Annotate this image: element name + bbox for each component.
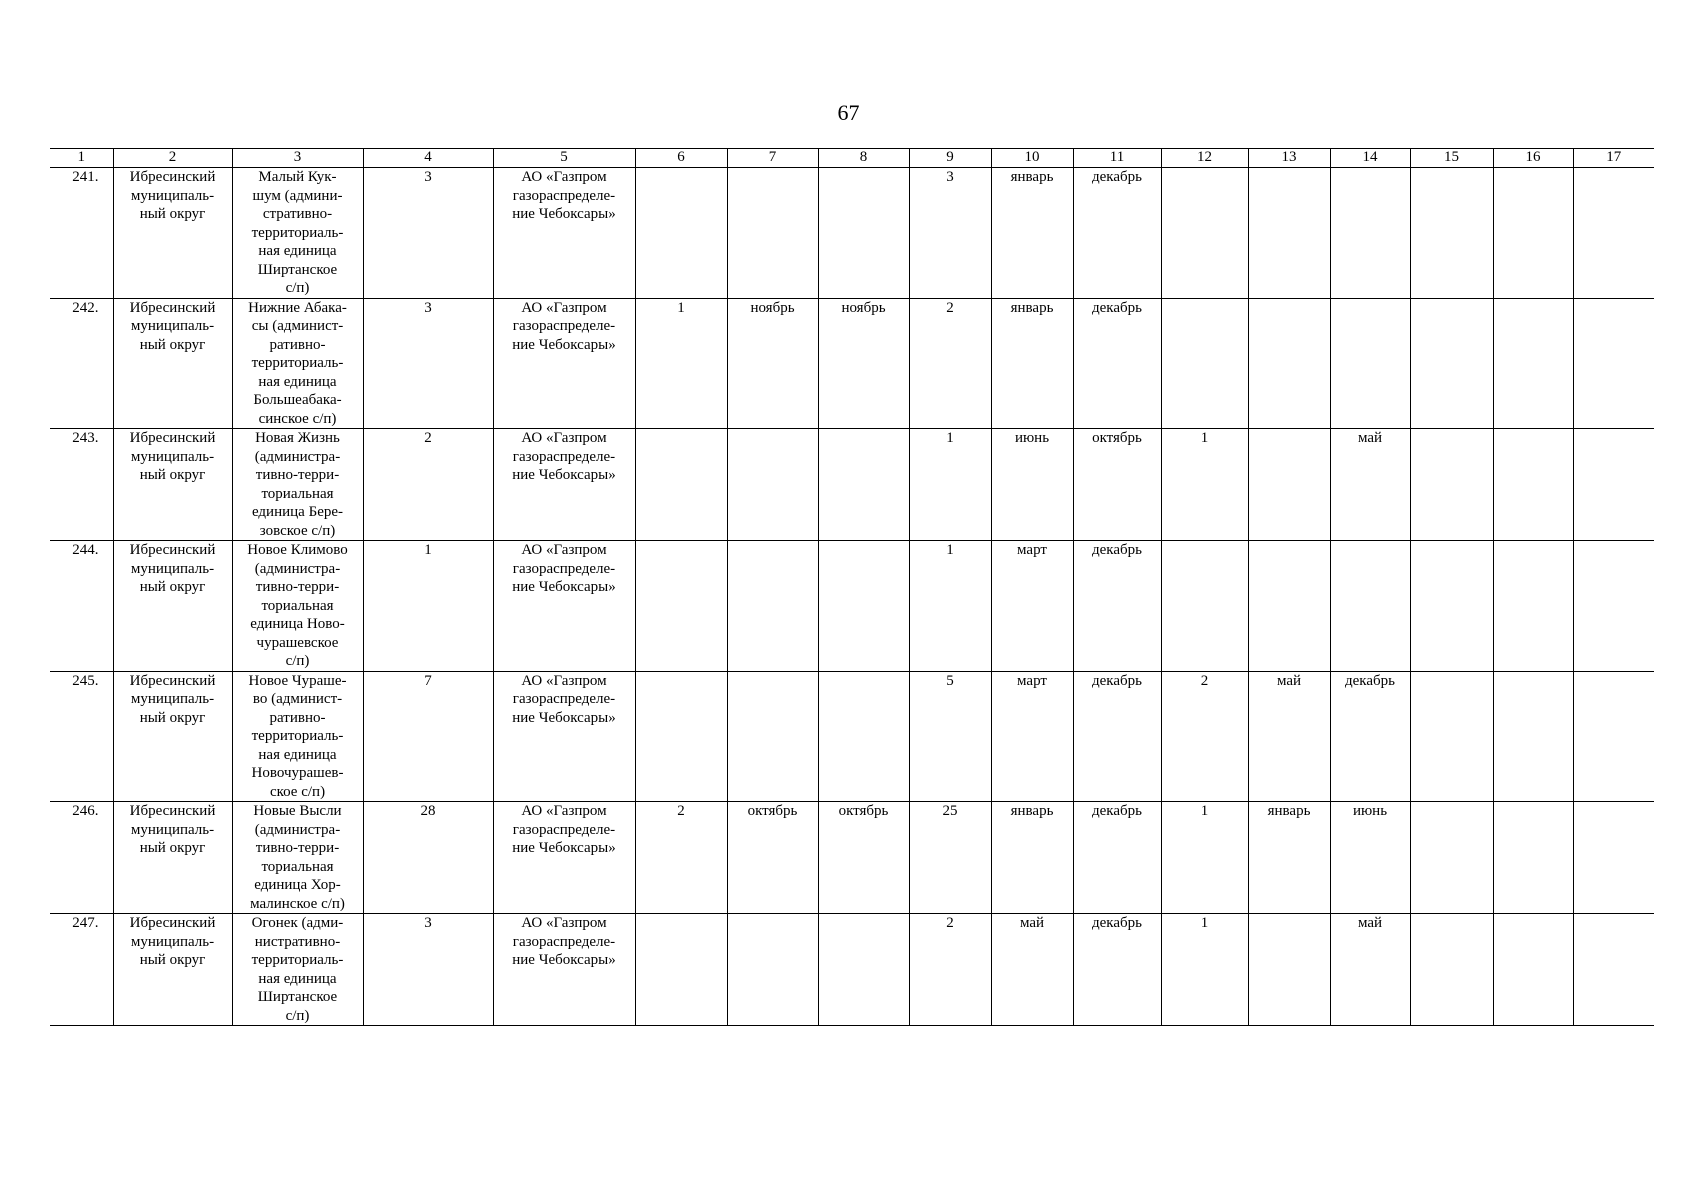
cell-col-14: май: [1330, 429, 1410, 541]
cell-col-4: 3: [363, 914, 493, 1026]
cell-col-15: [1410, 168, 1493, 299]
column-header-12: 12: [1161, 149, 1248, 168]
cell-col-4: 28: [363, 802, 493, 914]
cell-col-1: 247.: [50, 914, 113, 1026]
cell-col-16: [1493, 802, 1573, 914]
cell-col-2: Ибресинский муниципаль- ный округ: [113, 802, 232, 914]
cell-col-12: [1161, 168, 1248, 299]
column-header-14: 14: [1330, 149, 1410, 168]
cell-col-6: 2: [635, 802, 727, 914]
cell-col-16: [1493, 298, 1573, 429]
cell-col-5: АО «Газпром газораспределе- ние Чебоксары»: [493, 914, 635, 1026]
cell-col-5: АО «Газпром газораспределе- ние Чебоксары»: [493, 671, 635, 802]
cell-col-6: [635, 671, 727, 802]
cell-col-11: декабрь: [1073, 671, 1161, 802]
cell-col-17: [1573, 168, 1654, 299]
column-header-8: 8: [818, 149, 909, 168]
cell-col-10: май: [991, 914, 1073, 1026]
cell-col-14: декабрь: [1330, 671, 1410, 802]
column-header-9: 9: [909, 149, 991, 168]
page-number: 67: [837, 100, 860, 125]
cell-col-8: [818, 541, 909, 672]
cell-col-4: 3: [363, 298, 493, 429]
cell-col-7: [727, 429, 818, 541]
cell-col-3: Новые Высли (администра- тивно-терри- ториальная единица Хор- малинское с/п): [232, 802, 363, 914]
cell-col-16: [1493, 429, 1573, 541]
cell-col-17: [1573, 802, 1654, 914]
column-header-16: 16: [1493, 149, 1573, 168]
cell-col-9: 1: [909, 429, 991, 541]
cell-col-5: АО «Газпром газораспределе- ние Чебоксары»: [493, 429, 635, 541]
cell-col-11: декабрь: [1073, 168, 1161, 299]
table-row: [50, 429, 1654, 541]
cell-col-11: декабрь: [1073, 298, 1161, 429]
cell-col-8: ноябрь: [818, 298, 909, 429]
column-header-3: 3: [232, 149, 363, 168]
cell-col-12: 2: [1161, 671, 1248, 802]
cell-col-11: декабрь: [1073, 541, 1161, 672]
cell-col-11: декабрь: [1073, 802, 1161, 914]
cell-col-13: [1248, 541, 1330, 672]
cell-col-2: Ибресинский муниципаль- ный округ: [113, 671, 232, 802]
cell-col-15: [1410, 802, 1493, 914]
cell-col-2: Ибресинский муниципаль- ный округ: [113, 298, 232, 429]
cell-col-15: [1410, 541, 1493, 672]
cell-col-10: март: [991, 541, 1073, 672]
cell-col-17: [1573, 671, 1654, 802]
cell-col-5: АО «Газпром газораспределе- ние Чебоксары»: [493, 541, 635, 672]
cell-col-5: АО «Газпром газораспределе- ние Чебоксары»: [493, 298, 635, 429]
cell-col-8: [818, 914, 909, 1026]
cell-col-6: [635, 168, 727, 299]
cell-col-11: октябрь: [1073, 429, 1161, 541]
cell-col-16: [1493, 168, 1573, 299]
cell-col-3: Нижние Абака- сы (админист- ративно- территориаль- ная единица Большеабака- синское с/п): [232, 298, 363, 429]
cell-col-10: январь: [991, 168, 1073, 299]
cell-col-4: 3: [363, 168, 493, 299]
cell-col-7: [727, 541, 818, 672]
header-row: [50, 149, 1654, 168]
cell-col-6: [635, 914, 727, 1026]
cell-col-6: [635, 541, 727, 672]
column-header-6: 6: [635, 149, 727, 168]
cell-col-9: 5: [909, 671, 991, 802]
cell-col-8: [818, 168, 909, 299]
cell-col-9: 25: [909, 802, 991, 914]
column-header-4: 4: [363, 149, 493, 168]
cell-col-7: ноябрь: [727, 298, 818, 429]
cell-col-11: декабрь: [1073, 914, 1161, 1026]
cell-col-12: [1161, 541, 1248, 672]
cell-col-10: январь: [991, 298, 1073, 429]
cell-col-3: Новое Климово (администра- тивно-терри- ториальная единица Ново- чурашевское с/п): [232, 541, 363, 672]
cell-col-12: 1: [1161, 802, 1248, 914]
cell-col-1: 242.: [50, 298, 113, 429]
cell-col-15: [1410, 914, 1493, 1026]
cell-col-9: 3: [909, 168, 991, 299]
cell-col-4: 7: [363, 671, 493, 802]
cell-col-10: январь: [991, 802, 1073, 914]
cell-col-14: [1330, 168, 1410, 299]
cell-col-8: [818, 671, 909, 802]
cell-col-16: [1493, 914, 1573, 1026]
cell-col-12: 1: [1161, 914, 1248, 1026]
cell-col-1: 241.: [50, 168, 113, 299]
cell-col-1: 244.: [50, 541, 113, 672]
cell-col-1: 245.: [50, 671, 113, 802]
cell-col-2: Ибресинский муниципаль- ный округ: [113, 168, 232, 299]
table-body: [50, 168, 1654, 1026]
cell-col-6: [635, 429, 727, 541]
table-row: [50, 914, 1654, 1026]
cell-col-9: 2: [909, 914, 991, 1026]
cell-col-3: Новое Чураше- во (админист- ративно- территориаль- ная единица Новочурашев- ское с/п): [232, 671, 363, 802]
cell-col-17: [1573, 914, 1654, 1026]
column-header-17: 17: [1573, 149, 1654, 168]
cell-col-2: Ибресинский муниципаль- ный округ: [113, 429, 232, 541]
table-row: [50, 168, 1654, 299]
schedule-table: [50, 148, 1654, 1026]
cell-col-14: [1330, 541, 1410, 672]
cell-col-10: март: [991, 671, 1073, 802]
cell-col-13: январь: [1248, 802, 1330, 914]
column-header-2: 2: [113, 149, 232, 168]
cell-col-3: Огонек (адми- нистративно- территориаль- ная единица Ширтанское с/п): [232, 914, 363, 1026]
column-header-13: 13: [1248, 149, 1330, 168]
cell-col-2: Ибресинский муниципаль- ный округ: [113, 914, 232, 1026]
cell-col-16: [1493, 541, 1573, 672]
cell-col-4: 1: [363, 541, 493, 672]
cell-col-5: АО «Газпром газораспределе- ние Чебоксары»: [493, 168, 635, 299]
table-row: [50, 298, 1654, 429]
cell-col-3: Новая Жизнь (администра- тивно-терри- ториальная единица Бере- зовское с/п): [232, 429, 363, 541]
table-row: [50, 802, 1654, 914]
cell-col-16: [1493, 671, 1573, 802]
cell-col-14: июнь: [1330, 802, 1410, 914]
cell-col-14: [1330, 298, 1410, 429]
cell-col-7: [727, 671, 818, 802]
cell-col-10: июнь: [991, 429, 1073, 541]
column-header-1: 1: [50, 149, 113, 168]
cell-col-13: май: [1248, 671, 1330, 802]
column-header-10: 10: [991, 149, 1073, 168]
cell-col-15: [1410, 671, 1493, 802]
cell-col-17: [1573, 541, 1654, 672]
cell-col-2: Ибресинский муниципаль- ный округ: [113, 541, 232, 672]
cell-col-13: [1248, 298, 1330, 429]
cell-col-17: [1573, 429, 1654, 541]
cell-col-13: [1248, 914, 1330, 1026]
cell-col-7: [727, 168, 818, 299]
cell-col-8: октябрь: [818, 802, 909, 914]
cell-col-17: [1573, 298, 1654, 429]
cell-col-3: Малый Кук- шум (админи- стративно- территориаль- ная единица Ширтанское с/п): [232, 168, 363, 299]
cell-col-5: АО «Газпром газораспределе- ние Чебоксары»: [493, 802, 635, 914]
cell-col-9: 1: [909, 541, 991, 672]
cell-col-8: [818, 429, 909, 541]
cell-col-1: 246.: [50, 802, 113, 914]
table-row: [50, 671, 1654, 802]
cell-col-6: 1: [635, 298, 727, 429]
cell-col-15: [1410, 429, 1493, 541]
column-header-7: 7: [727, 149, 818, 168]
cell-col-7: октябрь: [727, 802, 818, 914]
cell-col-14: май: [1330, 914, 1410, 1026]
column-header-15: 15: [1410, 149, 1493, 168]
cell-col-15: [1410, 298, 1493, 429]
column-header-11: 11: [1073, 149, 1161, 168]
cell-col-9: 2: [909, 298, 991, 429]
cell-col-13: [1248, 168, 1330, 299]
cell-col-12: [1161, 298, 1248, 429]
cell-col-12: 1: [1161, 429, 1248, 541]
cell-col-13: [1248, 429, 1330, 541]
column-header-5: 5: [493, 149, 635, 168]
cell-col-7: [727, 914, 818, 1026]
cell-col-4: 2: [363, 429, 493, 541]
table-row: [50, 541, 1654, 672]
cell-col-1: 243.: [50, 429, 113, 541]
